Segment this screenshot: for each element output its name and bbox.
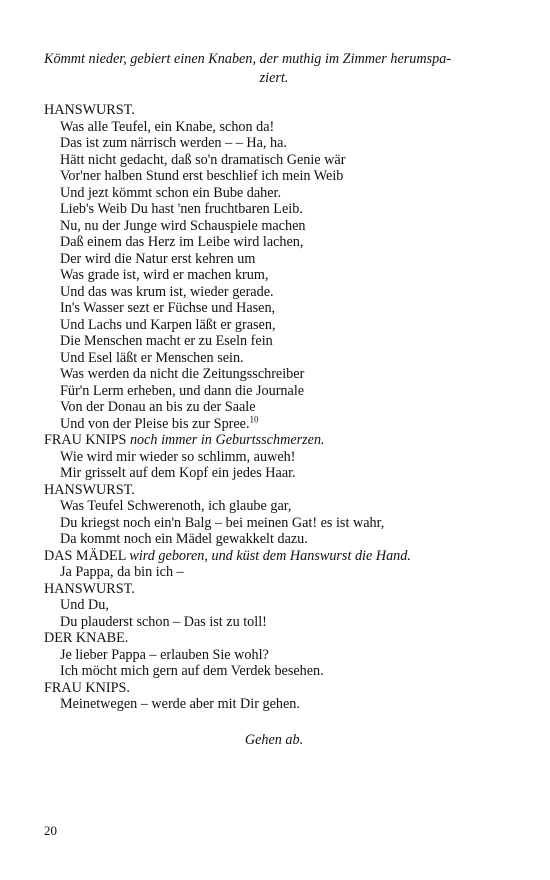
- verse-text: Und das was krum ist, wieder gerade.: [60, 283, 274, 300]
- dialogue: [44, 102, 504, 713]
- verse-text: Du plauderst schon – Das ist zu toll!: [60, 613, 267, 630]
- verse-line: [44, 267, 504, 284]
- verse-text: Lieb's Weib Du hast 'nen fruchtbaren Leib.: [60, 201, 303, 217]
- verse-line: [44, 515, 504, 532]
- verse-text: Hätt nicht gedacht, daß so'n dramatisch Genie wär: [60, 151, 346, 168]
- verse-text: Was grade ist, wird er machen krum,: [60, 267, 269, 283]
- stage-direction-line-1: Kömmt nieder, gebiert einen Knaben, der muthig im Zimmer herumspa-: [44, 51, 452, 67]
- verse-text: Wie wird mir wieder so schlimm, auweh!: [60, 448, 296, 465]
- verse-text: Und Esel läßt er Menschen sein.: [60, 349, 244, 366]
- verse-text: Und Lachs und Karpen läßt er grasen,: [60, 316, 276, 333]
- verse-line: [44, 251, 504, 268]
- verse-line: [44, 465, 504, 482]
- verse-text: Und von der Pleise bis zur Spree.: [60, 415, 250, 432]
- speaker-line: [44, 482, 504, 499]
- speaker-line: [44, 102, 504, 119]
- verse-line: [44, 449, 504, 466]
- verse-line: [44, 201, 504, 218]
- verse-line: [44, 317, 504, 334]
- speaker-name: FRAU KNIPS: [44, 432, 127, 448]
- speaker-line: [44, 548, 504, 565]
- verse-line: [44, 218, 504, 235]
- speech-block: [44, 482, 504, 548]
- speech-block: [44, 680, 504, 713]
- verse-line: [44, 284, 504, 301]
- speech-block: [44, 630, 504, 680]
- speech-block: [44, 102, 504, 432]
- verse-text: Da kommt noch ein Mädel gewakkelt dazu.: [60, 531, 308, 547]
- verse-text: In's Wasser sezt er Füchse und Hasen,: [60, 300, 276, 316]
- stage-direction: noch immer in Geburtsschmerzen.: [129, 432, 325, 448]
- verse-text: Das ist zum närrisch werden – – Ha, ha.: [60, 135, 287, 151]
- stage-direction-line-2: ziert.: [259, 70, 289, 86]
- verse-line: [44, 350, 504, 367]
- speaker-line: [44, 581, 504, 598]
- verse-text: Von der Donau an bis zu der Saale: [60, 399, 256, 415]
- speech-block: [44, 432, 504, 482]
- verse-line: [44, 300, 504, 317]
- speaker-name: DAS MÄDEL: [44, 547, 126, 564]
- stage-direction-top: [44, 50, 504, 88]
- speech-block: [44, 548, 504, 581]
- verse-text: Daß einem das Herz im Leibe wird lachen,: [60, 234, 304, 250]
- verse-line: [44, 234, 504, 251]
- speaker-name: HANSWURST.: [44, 102, 135, 118]
- verse-line: [44, 564, 504, 581]
- verse-text: Meinetwegen – werde aber mit Dir gehen.: [60, 696, 300, 712]
- verse-text: Ich möcht mich gern auf dem Verdek besehen.: [60, 663, 324, 679]
- verse-line: [44, 597, 504, 614]
- speech-block: [44, 581, 504, 631]
- verse-text: Was Teufel Schwerenoth, ich glaube gar,: [60, 498, 292, 514]
- speaker-line: [44, 432, 504, 449]
- verse-line: [44, 498, 504, 515]
- verse-text: Ja Pappa, da bin ich –: [60, 564, 184, 580]
- speaker-line: [44, 680, 504, 697]
- speaker-name: FRAU KNIPS.: [44, 679, 130, 696]
- verse-text: Du kriegst noch ein'n Balg – bei meinen Gat! es ist wahr,: [60, 514, 385, 531]
- verse-text: Mir grisselt auf dem Kopf ein jedes Haar.: [60, 465, 296, 481]
- exit-direction: Gehen ab.: [244, 731, 304, 748]
- verse-line: [44, 413, 504, 433]
- speaker-name: HANSWURST.: [44, 580, 135, 597]
- verse-line: [44, 152, 504, 169]
- verse-line: [44, 185, 504, 202]
- verse-line: [44, 383, 504, 400]
- verse-line: [44, 333, 504, 350]
- stage-direction: wird geboren, und küst dem Hanswurst die Hand.: [129, 547, 411, 564]
- verse-line: [44, 366, 504, 383]
- verse-line: [44, 531, 504, 548]
- page-body: [44, 50, 504, 749]
- verse-line: [44, 696, 504, 713]
- verse-text: Für'n Lerm erheben, und dann die Journale: [60, 382, 305, 399]
- verse-line: [44, 663, 504, 680]
- verse-line: [44, 135, 504, 152]
- footnote-mark: 10: [249, 413, 259, 424]
- verse-text: Nu, nu der Junge wird Schauspiele machen: [60, 217, 306, 234]
- page-number: 20: [44, 823, 57, 838]
- verse-text: Und Du,: [60, 597, 109, 613]
- speaker-name: DER KNABE.: [44, 630, 129, 646]
- verse-line: [44, 119, 504, 136]
- verse-text: Was werden da nicht die Zeitungsschreiber: [60, 366, 305, 382]
- verse-text: Was alle Teufel, ein Knabe, schon da!: [60, 118, 275, 135]
- verse-text: Und jezt kömmt schon ein Bube daher.: [60, 184, 282, 201]
- verse-text: Je lieber Pappa – erlauben Sie wohl?: [60, 646, 269, 663]
- verse-line: [44, 614, 504, 631]
- speaker-name: HANSWURST.: [44, 481, 135, 498]
- verse-text: Der wird die Natur erst kehren um: [60, 250, 256, 267]
- verse-text: Vor'ner halben Stund erst beschlief ich mein Weib: [60, 168, 344, 184]
- verse-line: [44, 647, 504, 664]
- verse-text: Die Menschen macht er zu Eseln fein: [60, 333, 273, 349]
- speaker-line: [44, 630, 504, 647]
- verse-line: [44, 168, 504, 185]
- verse-line: [44, 399, 504, 416]
